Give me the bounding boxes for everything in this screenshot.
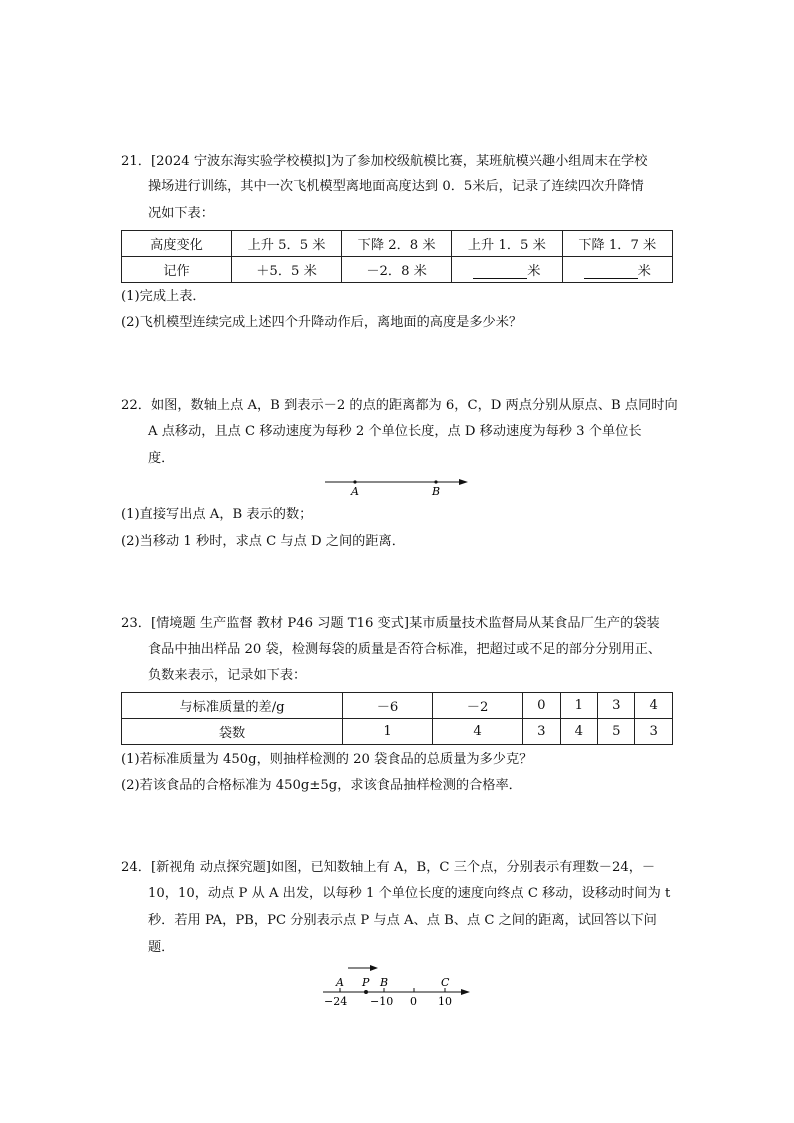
q22-line-3: 度． (148, 451, 175, 466)
q23-cell-r2c2: 1 (343, 719, 433, 745)
q24-line-4: 题． (148, 940, 175, 955)
q23-cell-r1c1: 与标准质量的差/g (122, 693, 343, 719)
q23-sub-1: (1)若标准质量为 450g，则抽样检测的 20 袋食品的总质量为多少克？ (121, 752, 533, 767)
q23-cell-r1c2: －6 (343, 693, 433, 719)
q21-cell-r2c1: 记作 (122, 257, 232, 283)
q23-cell-r2c3: 4 (433, 719, 523, 745)
q23-cell-r2c7: 3 (635, 719, 673, 745)
unit-label: 米 (527, 264, 541, 279)
q21-sub-1: (1)完成上表． (121, 289, 206, 304)
q21-cell-r1c4: 上升 1．5 米 (452, 231, 562, 257)
q23-cell-r2c1: 袋数 (122, 719, 343, 745)
point-a-label: A (351, 485, 359, 498)
q22-sub-1: (1)直接写出点 A，B 表示的数； (121, 507, 313, 522)
q24-line-3: 秒．若用 PA，PB，PC 分别表示点 P 与点 A、点 B、点 C 之间的距离，试回答以下问 (148, 913, 657, 928)
q21-cell-r1c1: 高度变化 (122, 231, 232, 257)
tick-label-c: 10 (438, 995, 452, 1008)
q23-cell-r2c5: 4 (560, 719, 597, 745)
q21-cell-r1c5: 下降 1．7 米 (562, 231, 672, 257)
q22-line-2: A 点移动，且点 C 移动速度为每秒 2 个单位长度，点 D 移动速度为每秒 3 个单位长 (148, 424, 642, 439)
q21-line-3: 况如下表： (148, 206, 214, 221)
q24-line-1: 24．[新视角 动点探究题]如图，已知数轴上有 A，B，C 三个点，分别表示有理数－24，－ (121, 860, 656, 875)
q24-number-line-figure (318, 962, 478, 1012)
tick-label-a: −24 (324, 995, 348, 1008)
tick-label-origin: 0 (410, 995, 417, 1008)
q22-sub-2: (2)当移动 1 秒时，求点 C 与点 D 之间的距离． (121, 534, 405, 549)
q21-line-2: 操场进行训练，其中一次飞机模型离地面高度达到 0．5米后，记录了连续四次升降情 (148, 179, 644, 194)
arrow-head-icon (461, 989, 470, 995)
answer-blank[interactable] (473, 264, 527, 279)
q22-line-1: 22．如图，数轴上点 A，B 到表示－2 的点的距离都为 6，C，D 两点分别从原点、B 点同时向 (121, 398, 678, 413)
point-b-label: B (380, 976, 389, 989)
arrow-head-icon (459, 479, 468, 485)
q21-cell-r2c3: －2．8 米 (342, 257, 452, 283)
point-b-label: B (432, 485, 441, 498)
q23-cell-r1c7: 4 (635, 693, 673, 719)
q23-table (121, 692, 673, 745)
q23-cell-r1c5: 1 (560, 693, 597, 719)
q23-line-3: 负数来表示，记录如下表： (148, 668, 307, 683)
point-p-dot (364, 990, 368, 994)
q23-cell-r2c6: 5 (598, 719, 635, 745)
q23-line-1: 23．[情境题 生产监督 教材 P46 习题 T16 变式]某市质量技术监督局从某食品厂生产的袋装 (121, 616, 660, 631)
q23-cell-r1c3: －2 (433, 693, 523, 719)
q21-table (121, 230, 673, 283)
q21-line-1: 21．[2024 宁波东海实验学校模拟]为了参加校级航模比赛，某班航模兴趣小组周末在学校 (121, 154, 648, 169)
q21-cell-r2c2: ＋5．5 米 (231, 257, 341, 283)
answer-blank[interactable] (584, 264, 638, 279)
point-a-label: A (336, 976, 344, 989)
q21-cell-r1c2: 上升 5．5 米 (231, 231, 341, 257)
q23-line-2: 食品中抽出样品 20 袋，检测每袋的质量是否符合标准，把超过或不足的部分分别用正、 (148, 642, 662, 657)
tick-label-b: −10 (370, 995, 394, 1008)
point-p-label: P (362, 976, 370, 989)
point-c-label: C (441, 976, 450, 989)
point-a-dot (353, 480, 356, 483)
q22-number-line-figure (320, 474, 475, 500)
q23-cell-r2c4: 3 (523, 719, 560, 745)
q21-cell-r1c3: 下降 2．8 米 (342, 231, 452, 257)
q23-sub-2: (2)若该食品的合格标准为 450g±5g，求该食品抽样检测的合格率． (121, 778, 522, 793)
point-b-dot (434, 480, 437, 483)
q23-cell-r1c6: 3 (598, 693, 635, 719)
q23-cell-r1c4: 0 (523, 693, 560, 719)
unit-label: 米 (637, 264, 651, 279)
motion-arrow-icon (370, 965, 378, 971)
q21-cell-r2c5[interactable] (562, 257, 672, 283)
q21-sub-2: (2)飞机模型连续完成上述四个升降动作后，离地面的高度是多少米？ (121, 315, 523, 330)
q21-cell-r2c4[interactable] (452, 257, 562, 283)
q24-line-2: 10，10，动点 P 从 A 出发，以每秒 1 个单位长度的速度向终点 C 移动，设移动时间为 t (148, 886, 671, 901)
